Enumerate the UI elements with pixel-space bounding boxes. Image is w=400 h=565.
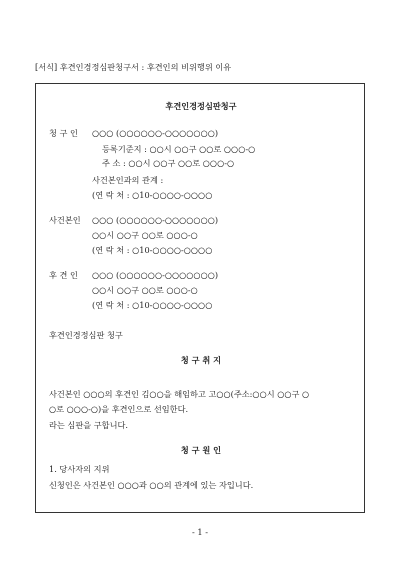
reason-heading: 청 구 원 인 — [180, 445, 222, 455]
guardian-name: ○○○ (○○○○○○-○○○○○○○) — [92, 270, 219, 280]
reason-item-1-title: 1. 당사자의 지위 — [49, 464, 110, 474]
document-title: 후견인경정심판청구 — [165, 101, 237, 111]
request-line: 후견인경정심판 청구 — [49, 330, 123, 340]
principal-label: 사건본인 — [49, 215, 81, 225]
guardian-address: ○○시 ○○구 ○○로 ○○○-○ — [92, 285, 198, 295]
page-caption: [서식] 후견인경정심판청구서 : 후견인의 비위행위 이유 — [35, 62, 232, 72]
purpose-line-1: 사건본인 ○○○의 후견인 김○○을 해임하고 고○○(주소:○○시 ○○구 ○ — [49, 389, 310, 399]
reason-item-1-text: 신청인은 사건본인 ○○○과 ○○의 관계에 있는 자입니다. — [49, 480, 254, 490]
claimant-name: ○○○ (○○○○○○-○○○○○○○) — [92, 128, 219, 138]
claimant-relation: 사건본인과의 관계 : — [92, 175, 164, 185]
claimant-domicile: 등록기준지 : ○○시 ○○구 ○○로 ○○○-○ — [102, 144, 256, 154]
claimant-contact: (연 락 처 : ○10-○○○○-○○○○ — [92, 190, 213, 200]
purpose-heading: 청 구 취 지 — [180, 355, 222, 365]
page-number: - 1 - — [192, 527, 208, 537]
purpose-line-3: 라는 심판을 구합니다. — [49, 420, 128, 430]
claimant-address: 주 소 : ○○시 ○○구 ○○로 ○○○-○ — [102, 158, 235, 168]
principal-contact: (연 락 처 : ○10-○○○○-○○○○ — [92, 245, 213, 255]
purpose-line-2: ○로 ○○○-○)을 후견인으로 선임한다. — [49, 404, 189, 414]
guardian-label: 후 견 인 — [49, 270, 78, 280]
principal-address: ○○시 ○○구 ○○로 ○○○-○ — [92, 230, 198, 240]
principal-name: ○○○ (○○○○○○-○○○○○○○) — [92, 215, 219, 225]
guardian-contact: (연 락 처 : ○10-○○○○-○○○○ — [92, 300, 213, 310]
claimant-label: 청 구 인 — [49, 128, 78, 138]
document-frame — [35, 83, 365, 513]
